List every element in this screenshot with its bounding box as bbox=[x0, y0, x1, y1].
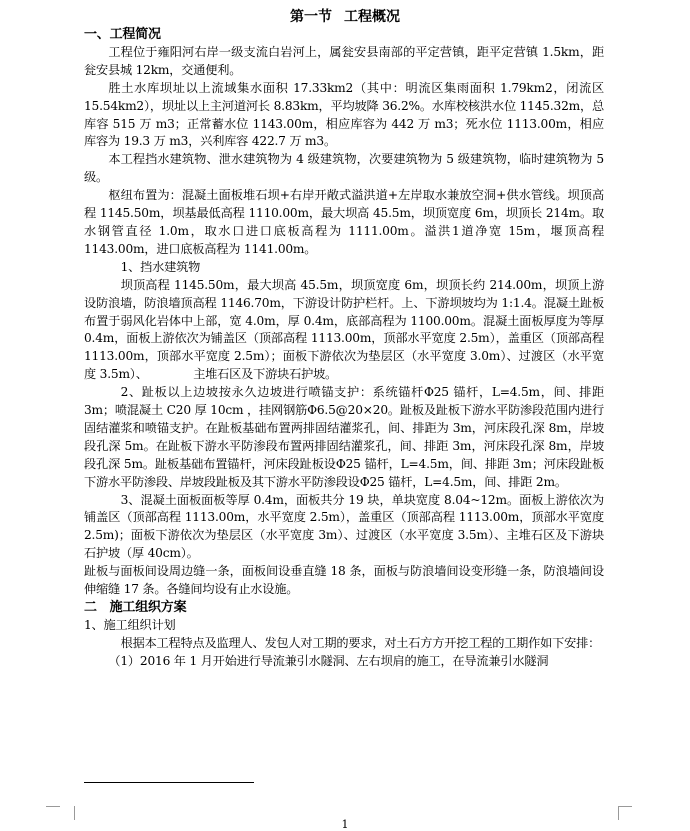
subheading-water-retaining: 1、挡水建筑物 bbox=[120, 259, 201, 274]
paragraph-layout: 枢纽布置为：混凝土面板堆石坝+右岸开敞式溢洪道+左岸取水兼放空洞+供水管线。坝顶高程 1145.50m，坝基最低高程 1110.00m，最大坝高 45.5m，坝顶宽度 6m，坝顶长 214m。取水钢管直径 1.0m，取水口进口底板高程为 1111.00m。溢洪1道净宽 15m，堰顶高程 1143.00m，进口底板高程为 1141.00m。 bbox=[84, 188, 604, 256]
paragraph-location: 工程位于雍阳河右岸一级支流白岩河上，属瓮安县南部的平定营镇，距平定营镇 1.5km，距瓮安县城 12km，交通便利。 bbox=[84, 44, 604, 77]
paragraph-joints: 趾板与面板间设周边缝一条，面板间设垂直缝 18 条，面板与防浪墙间设变形缝一条，防浪墙间设伸缩缝 17 条。各缝间均设有止水设施。 bbox=[84, 564, 604, 597]
paragraph-schedule-intro: 根据本工程特点及监理人、发包人对工期的要求，对土石方方开挖工程的工期作如下安排： bbox=[120, 635, 601, 650]
heading-construction-plan: 1、施工组织计划 bbox=[84, 617, 176, 632]
paragraph-hydrology: 胜土水库坝址以上流域集水面积 17.33km2（其中：明流区集雨面积 1.79km2，闭流区 15.54km2），坝址以上主河道河长 8.83km，平均坡降 36.2%。水库校核洪水位 1145.32m，总库容 515 万 m3；正常蓄水位 1143.00m，相应库容为 442 万 m3；死水位 1113.00m，相应库容为 19.3 万 m3，兴利库容 422.7 万 m3。 bbox=[84, 80, 604, 149]
paragraph-building-grade: 本工程挡水建筑物、泄水建筑物为 4 级建筑物，次要建筑物为 5 级建筑物，临时建筑物为 5 级。 bbox=[84, 152, 604, 185]
document-body bbox=[84, 26, 604, 671]
section-name: 工程概况 bbox=[344, 9, 400, 25]
footnote-separator bbox=[84, 782, 254, 783]
paragraph-slope-support: 2、趾板以上边坡按永久边坡进行喷锚支护：系统锚杆Φ25 锚杆，L=4.5m，间、排距 3m；喷混凝土 C20 厚 10cm ，挂网钢筋Φ6.5@20×20。趾板及趾板下游水平防渗段范围内进行固结灌浆和喷锚支护。在趾板基础布置两排固结灌浆孔，间、排距为 3m，河床段孔深 8m，岸坡段孔深 5m。在趾板下游水平防渗段布置两排固结灌浆孔，间、排距 3m，河床段孔深 8m，岸坡段孔深 5m。趾板基础布置锚杆，河床段趾板设Φ25 锚杆，L=4.5m，间、排距 3m；河床段趾板下游水平防渗段、岸坡段趾板及其下游水平防渗段设Φ25 锚杆，L=4.5m，间、排距 2m。 bbox=[84, 385, 604, 489]
heading-construction-org: 二 施工组织方案 bbox=[84, 600, 187, 615]
page-number: 1 bbox=[341, 818, 349, 831]
paragraph-schedule-item-1: （1）2016 年 1 月开始进行导流兼引水隧洞、左右坝肩的施工，在导流兼引水隧洞 bbox=[108, 653, 549, 668]
section-title bbox=[0, 6, 690, 26]
paragraph-dam: 坝顶高程 1145.50m，最大坝高 45.5m，坝顶宽度 6m，坝顶长约 214.00m，坝顶上游设防浪墙，防浪墙顶高程 1146.70m，下游设计防护栏杆。上、下游坝坡均为 1:1.4。混凝土趾板布置于弱风化岩体中上部，宽 4.0m，厚 0.4m，底部高程为 1100.00m。混凝土面板厚度为等厚 0.4m，面板上游依次为铺盖区（顶部高程 1113.00m，顶部水平宽度 2.5m），盖重区（顶部高程 1113.00m，顶部水平宽度 2.5m）；面板下游依次为垫层区（水平宽度 3.0m）、过渡区（水平宽度 3.5m）、 主堆石区及下游块石护坡。 bbox=[84, 277, 604, 382]
heading-overview: 一、工程简况 bbox=[84, 27, 161, 42]
paragraph-face-slab: 3、混凝土面板面板等厚 0.4m，面板共分 19 块，单块宽度 8.04~12m。面板上游依次为铺盖区（顶部高程 1113.00m，水平宽度 2.5m），盖重区（顶部高程 1113.00m，顶部水平宽度 2.5m)；面板下游依次为垫层区（水平宽度 3m）、过渡区（水平宽度 3.5m）、主堆石区及下游块石护坡（厚 40cm）。 bbox=[84, 492, 604, 561]
section-number: 第一节 bbox=[290, 9, 332, 25]
